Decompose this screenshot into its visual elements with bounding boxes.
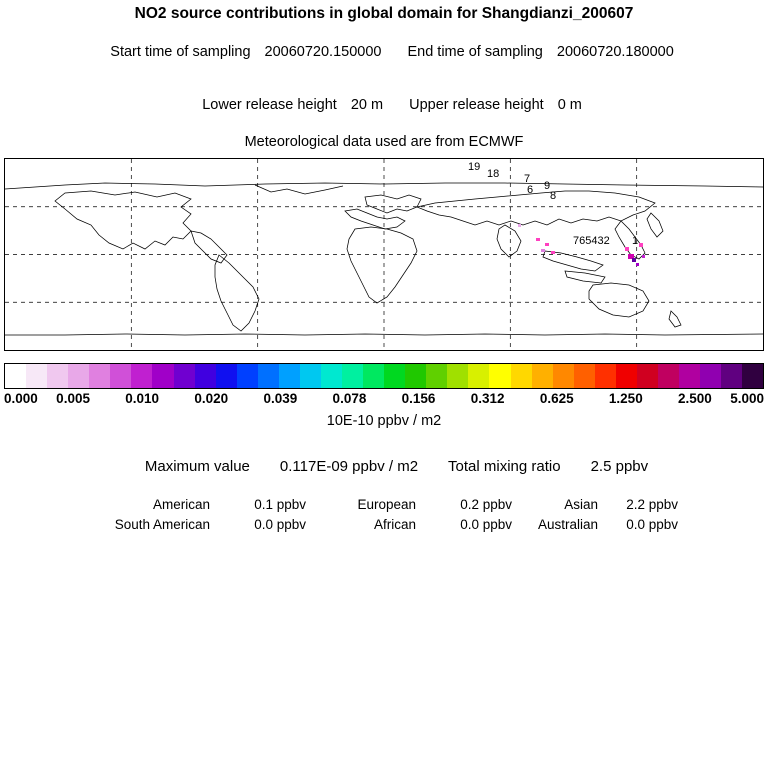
summary-line (0, 441, 768, 492)
region-label: American (152, 497, 210, 512)
colorbar-swatch (553, 364, 574, 388)
colorbar-tick: 0.000 (4, 391, 38, 406)
region-european (306, 497, 512, 512)
colorbar (4, 363, 764, 389)
colorbar-swatch (426, 364, 447, 388)
figure-title: NO2 source contributions in global domain for Shangdianzi_200607 (134, 5, 634, 22)
map-annotation: 18 (487, 168, 500, 180)
colorbar-swatch (700, 364, 721, 388)
colorbar-swatch (26, 364, 47, 388)
region-value: 0.0 ppbv (254, 517, 306, 532)
colorbar-panel (4, 363, 764, 429)
region-value: 0.2 ppbv (460, 497, 512, 512)
colorbar-swatch (742, 364, 763, 388)
region-value: 0.0 ppbv (460, 517, 512, 532)
colorbar-swatch (321, 364, 342, 388)
region-label: European (357, 497, 416, 512)
colorbar-swatch (363, 364, 384, 388)
region-value: 0.0 ppbv (626, 517, 678, 532)
colorbar-tick: 0.078 (332, 391, 367, 406)
map-annotation: 8 (550, 190, 557, 202)
map-annotation: 19 (468, 161, 481, 173)
colorbar-tick: 2.500 (678, 391, 712, 406)
max-value-label: Maximum value (144, 458, 250, 475)
colorbar-swatch (258, 364, 279, 388)
sampling-time-line (0, 28, 768, 76)
region-label: South American (114, 517, 210, 532)
colorbar-swatch (89, 364, 110, 388)
colorbar-tick-labels (4, 391, 764, 409)
colorbar-swatch (384, 364, 405, 388)
colorbar-swatch (511, 364, 532, 388)
colorbar-tick: 0.039 (263, 391, 298, 406)
statistics-panel (0, 441, 768, 532)
met-data-line: Meteorological data used are from ECMWF (244, 134, 524, 150)
colorbar-swatch (300, 364, 321, 388)
colorbar-swatch (721, 364, 742, 388)
colorbar-swatch (195, 364, 216, 388)
colorbar-swatch (658, 364, 679, 388)
map-annotation: 9 (544, 180, 551, 192)
region-value: 2.2 ppbv (626, 497, 678, 512)
colorbar-swatch (595, 364, 616, 388)
upper-release-value: 0 m (557, 97, 582, 113)
map-gridlines (5, 159, 763, 350)
colorbar-swatch (574, 364, 595, 388)
map-annotation: 1 (632, 235, 639, 247)
region-value: 0.1 ppbv (254, 497, 306, 512)
colorbar-swatch (679, 364, 700, 388)
colorbar-tick: 0.020 (194, 391, 229, 406)
colorbar-swatch (152, 364, 173, 388)
colorbar-swatch (237, 364, 258, 388)
colorbar-tick: 0.625 (539, 391, 574, 406)
region-label: Australian (537, 517, 598, 532)
max-value: 0.117E-09 ppbv / m2 (279, 458, 419, 475)
end-time-value: 20060720.180000 (556, 44, 674, 60)
start-time-label: Start time of sampling (110, 44, 251, 60)
region-label: African (373, 517, 416, 532)
colorbar-swatch (279, 364, 300, 388)
colorbar-tick: 0.005 (56, 391, 90, 406)
colorbar-swatch (68, 364, 89, 388)
region-asian (512, 497, 678, 512)
colorbar-swatch (216, 364, 237, 388)
region-row-2 (0, 517, 768, 532)
world-map-panel (4, 158, 764, 351)
colorbar-swatch (131, 364, 152, 388)
total-ratio-value: 2.5 ppbv (590, 458, 649, 475)
colorbar-tick: 0.010 (125, 391, 160, 406)
release-height-line (0, 81, 768, 129)
colorbar-swatch (489, 364, 510, 388)
map-annotation: 6 (527, 184, 534, 196)
colorbar-swatch (174, 364, 195, 388)
end-time-label: End time of sampling (407, 44, 543, 60)
colorbar-swatch (110, 364, 131, 388)
map-annotation: 765432 (573, 235, 610, 247)
region-american (90, 497, 306, 512)
map-annotation: 7 (524, 173, 531, 185)
region-row-1 (0, 497, 768, 512)
colorbar-swatch (5, 364, 26, 388)
colorbar-tick: 5.000 (730, 391, 764, 406)
lower-release-value: 20 m (350, 97, 384, 113)
region-south-american (90, 517, 306, 532)
start-time-value: 20060720.150000 (264, 44, 382, 60)
world-map (5, 159, 763, 350)
colorbar-unit-label: 10E-10 ppbv / m2 (326, 413, 442, 429)
colorbar-swatch (405, 364, 426, 388)
colorbar-tick: 0.312 (470, 391, 505, 406)
colorbar-swatch (468, 364, 489, 388)
total-ratio-label: Total mixing ratio (448, 458, 561, 475)
colorbar-swatch (47, 364, 68, 388)
region-label: Asian (564, 497, 598, 512)
upper-release-label: Upper release height (409, 97, 544, 113)
region-african (306, 517, 512, 532)
colorbar-swatch (637, 364, 658, 388)
colorbar-swatch (447, 364, 468, 388)
colorbar-tick: 0.156 (401, 391, 436, 406)
colorbar-tick: 1.250 (608, 391, 643, 406)
colorbar-swatch (616, 364, 637, 388)
colorbar-swatch (342, 364, 363, 388)
region-australian (512, 517, 678, 532)
lower-release-label: Lower release height (202, 97, 337, 113)
colorbar-swatch (532, 364, 553, 388)
